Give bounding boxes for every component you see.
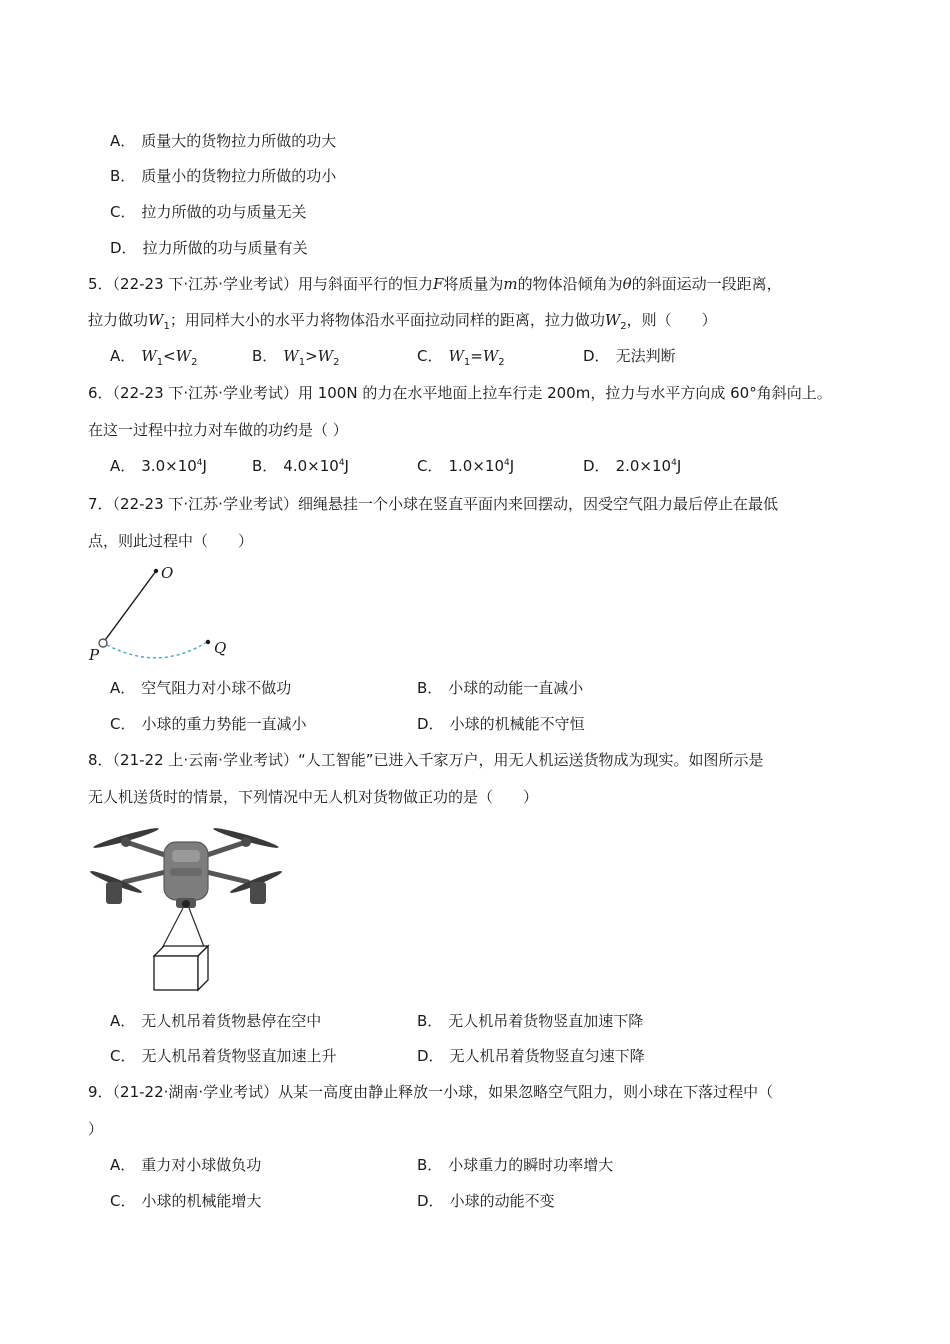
q6-option-a[interactable]: A． $3.0\times 10^4J$	[110, 457, 207, 475]
q9-stem-line2: ）	[88, 1120, 104, 1138]
label-q: Q	[214, 639, 227, 657]
q9-option-b[interactable]: B． 小球重力的瞬时功率增大	[417, 1156, 614, 1174]
q8-option-d[interactable]: D． 无人机吊着货物竖直匀速下降	[417, 1047, 645, 1065]
q4-option-b[interactable]: B． 质量小的货物拉力所做的功小	[110, 167, 337, 185]
point-q	[206, 640, 210, 644]
q8-option-b[interactable]: B． 无人机吊着货物竖直加速下降	[417, 1012, 644, 1030]
q6-stem-line2: 在这一过程中拉力对车做的功约是（ ）	[88, 421, 348, 439]
q8-option-a[interactable]: A． 无人机吊着货物悬停在空中	[110, 1012, 322, 1030]
q8-option-c[interactable]: C． 无人机吊着货物竖直加速上升	[110, 1047, 337, 1065]
q9-stem-line1: 9．（21-22·湖南·学业考试）从某一高度由静止释放一小球，如果忽略空气阻力，则小球在下落过程中（	[88, 1083, 774, 1101]
q5-option-d[interactable]: D． 无法判断	[583, 347, 676, 365]
q7-stem-line1: 7．（22-23 下·江苏·学业考试）细绳悬挂一个小球在竖直平面内来回摆动，因受空气阻力最后停止在最低	[88, 495, 778, 513]
q9-option-c[interactable]: C． 小球的机械能增大	[110, 1192, 262, 1210]
q8-stem-line2: 无人机送货时的情景，下列情况中无人机对货物做正功的是（ ）	[88, 788, 539, 806]
q8-stem-line1: 8．（21-22 上·云南·学业考试）“人工智能”已进入千家万户，用无人机运送货物成为现实。如图所示是	[88, 751, 764, 769]
q5-option-a[interactable]: A． $W_1<W_2$	[110, 347, 198, 368]
label-o: O	[161, 564, 174, 582]
q6-option-c[interactable]: C． $1.0\times 10^4J$	[417, 457, 515, 475]
pendulum-string	[103, 571, 156, 643]
pendulum-ball-p	[99, 639, 107, 647]
q7-option-c[interactable]: C． 小球的重力势能一直减小	[110, 715, 307, 733]
q5-stem-line1: 5．（22-23 下·江苏·学业考试）用与斜面平行的恒力F将质量为m的物体沿倾角为θ的斜面运动一段距离，	[88, 275, 782, 293]
q6-option-d[interactable]: D． $2.0\times 10^4J$	[583, 457, 682, 475]
q7-option-a[interactable]: A． 空气阻力对小球不做功	[110, 679, 292, 697]
q9-option-d[interactable]: D． 小球的动能不变	[417, 1192, 555, 1210]
q7-option-b[interactable]: B． 小球的动能一直减小	[417, 679, 584, 697]
q7-stem-line2: 点，则此过程中（ ）	[88, 532, 254, 550]
q5-option-b[interactable]: B． $W_1>W_2$	[252, 347, 340, 368]
q6-option-b[interactable]: B． $4.0\times 10^4J$	[252, 457, 349, 475]
label-p: P	[89, 646, 100, 664]
q7-option-d[interactable]: D． 小球的机械能不守恒	[417, 715, 585, 733]
q6-stem-line1: 6．（22-23 下·江苏·学业考试）用 100N 的力在水平地面上拉车行走 200m，拉力与水平方向成 60°角斜向上。	[88, 384, 832, 402]
q4-option-d[interactable]: D． 拉力所做的功与质量有关	[110, 239, 308, 257]
q9-option-a[interactable]: A． 重力对小球做负功	[110, 1156, 262, 1174]
q4-option-a[interactable]: A． 质量大的货物拉力所做的功大	[110, 132, 337, 150]
cargo-box	[154, 946, 208, 990]
swing-arc	[107, 642, 207, 658]
q5-option-c[interactable]: C． $W_1=W_2$	[417, 347, 505, 368]
q5-stem-line2: 拉力做功$W_1$；用同样大小的水平力将物体沿水平面拉动同样的距离，拉力做功$W_2$，则（ ）	[88, 311, 717, 332]
pendulum-figure	[84, 560, 244, 670]
q4-option-c[interactable]: C． 拉力所做的功与质量无关	[110, 203, 307, 221]
pivot-point-o	[154, 569, 158, 573]
drone-figure	[86, 820, 286, 995]
